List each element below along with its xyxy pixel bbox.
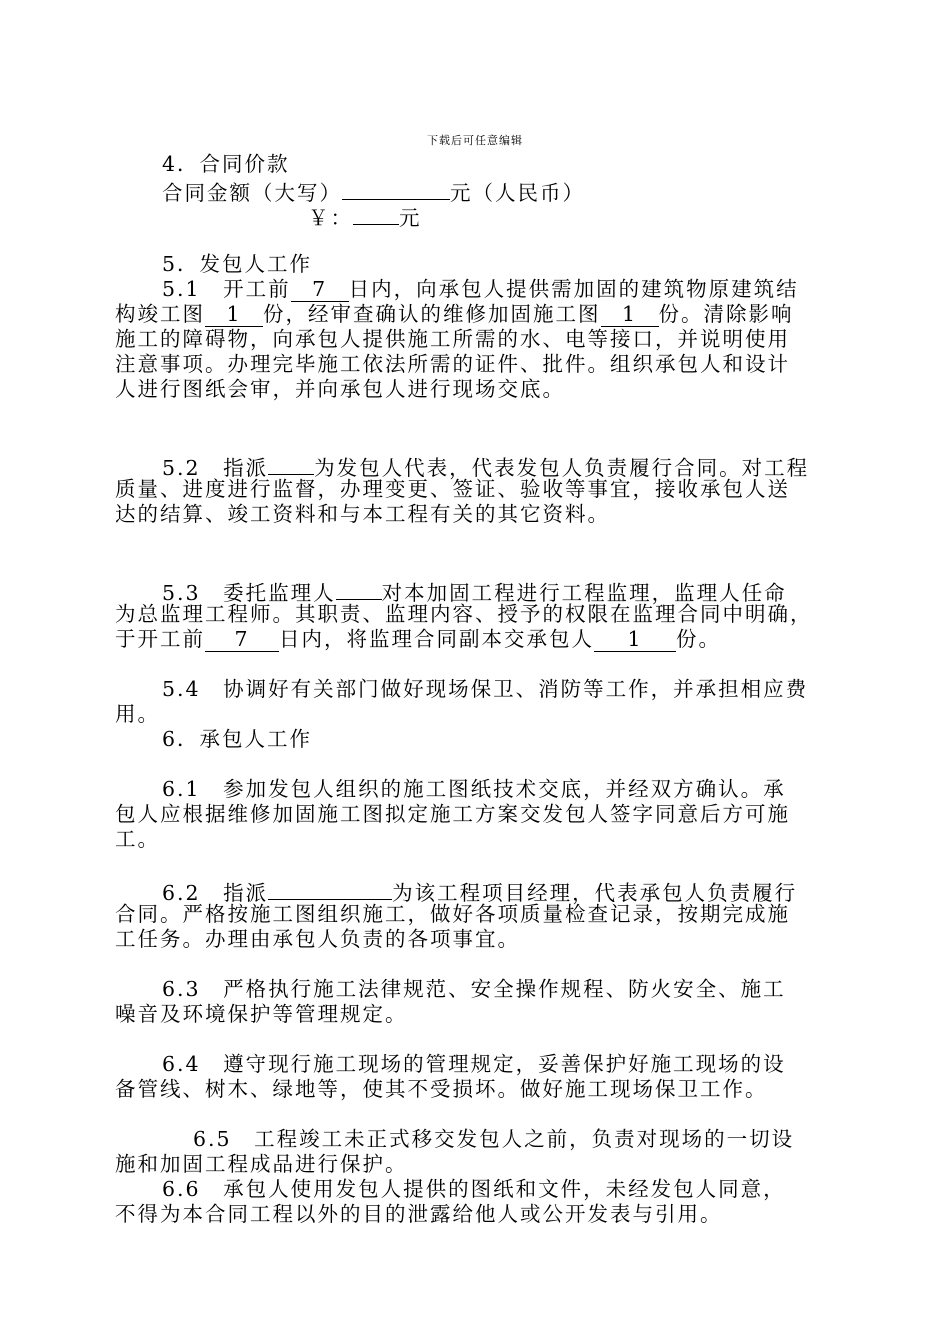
section-6-title: 6．承包人工作 [162,727,313,751]
contract-yen-line: ￥： 元 [115,202,840,227]
amount-words-blank[interactable] [342,177,450,200]
contract-body: 4．合同价款 合同金额（大写） 元（人民币） ￥： 元 5．发包人工作 5.1 开工前 7 日内，向承包人提供需加固的建筑物原建筑结 构竣工图 1 份，经审查确认的维修加固施工图 1 份。清除影响 施工的障碍物，向承包人提供施工所需的水、电等接口，并说明使用 注意事项。办理完毕施工依法所需的证件、批件。组织承包人和设计 人进行图纸会审，并向承包人进行现场交底。 5.2 指派 为发包人代表，代表发包人负责履行合同。对工程 质量、进度进行监督，办理变更、签证、验收等事宜，接收承包人送 达的结算、竣工资料和与本工程有关的其它资料。 5.3 委托监理人 对本加固工程进行工程监理，监理人任命 为总监理工程师。其职责、监理内容、授予的权限在监理合同中明确， 于开工前 7 日内，将监理合同副本交承包人 1 份。 5.4 协调好有关部门做好现场保卫、消防等工作，并承担相应费 用。 6．承包人工作 6.1 参加发包人组织的施工图纸技术交底，并经双方确认。承 包人应根据维修加固施工图拟定施工方案交发包人签字同意后方可施 工。 6.2 指派 为该工程项目经理，代表承包人负责履行 合同。严格按施工图组织施工，做好各项质量检查记录，按期完成施 工任务。办理由承包人负责的各项事宜。 6.3 严格执行施工法律规范、安全操作规程、防火安全、施工 噪音及环境保护等管理规定。 6.4 遵守现行施工现场的管理规定，妥善保护好施工现场的设 备管线、树木、绿地等，使其不受损坏。做好施工现场保卫工作。 6.5 工程竣工未正式移交发包人之前，负责对现场的一切设 施和加固工程成品进行保护。 6.6 承包人使用发包人提供的图纸和文件，未经发包人同意， 不得为本合同工程以外的目的泄露给他人或公开发表与引用。 [115,152,840,1227]
blank-5-1-plans[interactable]: 1 [601,304,659,327]
clause-6-5: 6.5 工程竣工未正式移交发包人之前，负责对现场的一切设 [193,1127,795,1151]
clause-5-1: 5.1 开工前 7 日内，向承包人提供需加固的建筑物原建筑结 [162,277,799,301]
clause-6-4: 6.4 遵守现行施工现场的管理规定，妥善保护好施工现场的设 [162,1052,786,1076]
blank-5-3-days[interactable]: 7 [205,629,279,652]
blank-5-3-supervisor[interactable] [336,577,382,600]
blank-6-2-manager[interactable] [268,877,392,900]
clause-5-4: 5.4 协调好有关部门做好现场保卫、消防等工作，并承担相应费 [162,677,809,701]
clause-6-3: 6.3 严格执行施工法律规范、安全操作规程、防火安全、施工 [162,977,786,1001]
blank-5-1-days[interactable]: 7 [291,279,349,302]
blank-5-3-copies[interactable]: 1 [594,629,676,652]
page-header: 下载后可任意编辑 [427,134,523,147]
section-4-title: 4．合同价款 [162,152,290,176]
section-5-title: 5．发包人工作 [162,252,313,276]
blank-5-1-drawings[interactable]: 1 [205,304,263,327]
amount-yen-blank[interactable] [353,202,399,225]
clause-5-3: 5.3 委托监理人 对本加固工程进行工程监理，监理人任命 [115,577,840,602]
clause-6-2: 6.2 指派 为该工程项目经理，代表承包人负责履行 [115,877,840,902]
blank-5-2-representative[interactable] [268,452,314,475]
contract-amount-line: 合同金额（大写） 元（人民币） [115,177,840,202]
clause-6-1: 6.1 参加发包人组织的施工图纸技术交底，并经双方确认。承 [162,777,786,801]
clause-5-2: 5.2 指派 为发包人代表，代表发包人负责履行合同。对工程 [115,452,840,477]
clause-6-6: 6.6 承包人使用发包人提供的图纸和文件，未经发包人同意， [162,1177,786,1201]
